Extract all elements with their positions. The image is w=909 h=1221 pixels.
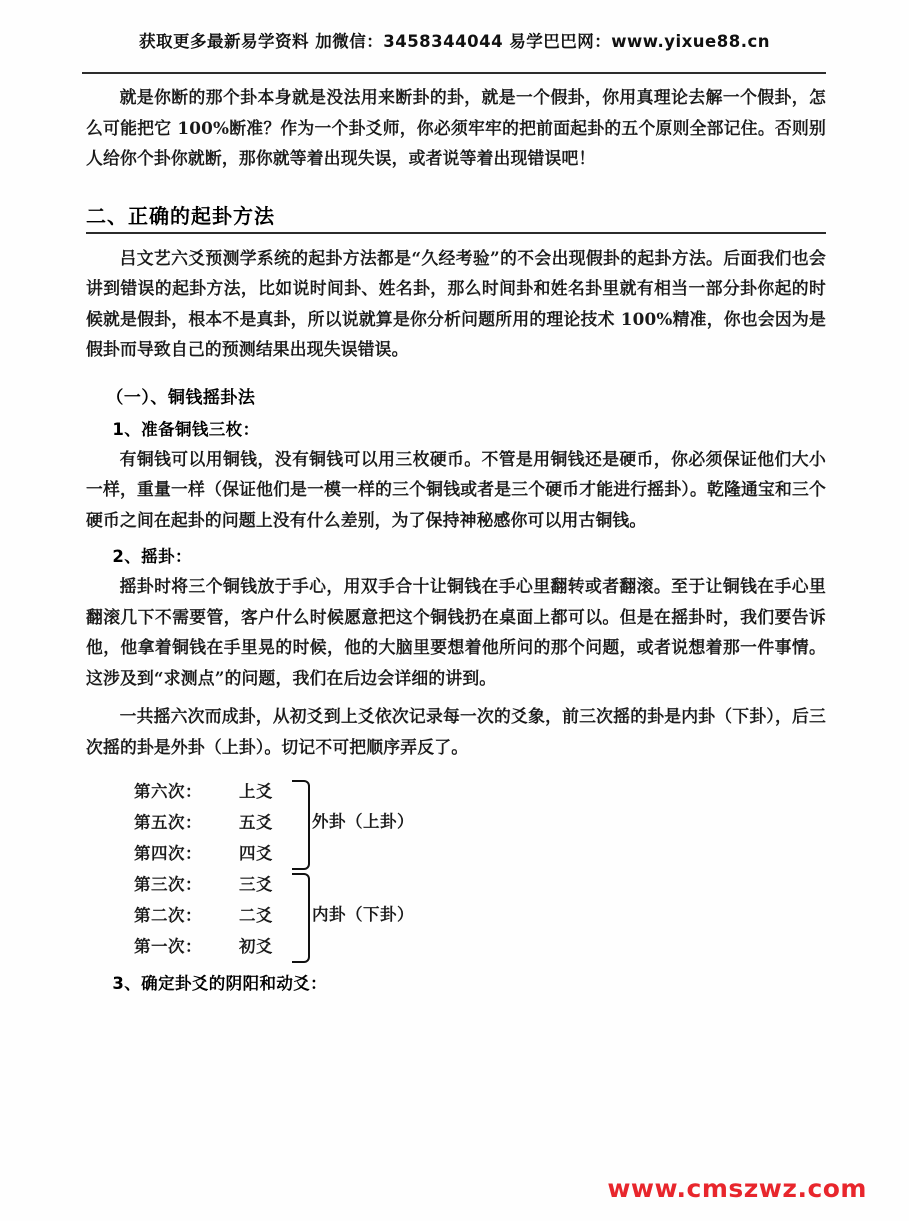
yao-row-label: 第五次： — [134, 813, 202, 832]
outer-trigram-label: 外卦（上卦） — [312, 812, 414, 831]
yao-row-label: 第一次： — [134, 937, 202, 956]
yao-row — [134, 838, 826, 869]
inner-trigram-label: 内卦（下卦） — [312, 905, 414, 924]
spacer — [86, 235, 826, 243]
intro-paragraph: 就是你断的那个卦本身就是没法用来断卦的卦，就是一个假卦，你用真理论去解一个假卦，怎么可能把它 100%断准？作为一个卦爻师，你必须牢牢的把前面起卦的五个原则全部记住。否则别人给你个卦你就断，那你就等着出现失误，或者说等着出现错误吧！ — [86, 87, 826, 168]
yao-row-value: 上爻 — [239, 782, 273, 801]
step3-heading: 3、确定卦爻的阴阳和动爻： — [112, 974, 328, 993]
outer-trigram-brace — [292, 780, 310, 870]
yao-row-label: 第四次： — [134, 844, 202, 863]
inner-trigram-brace — [292, 873, 310, 963]
yao-row-value: 二爻 — [239, 906, 273, 925]
section-heading-underline — [86, 232, 826, 234]
yao-row — [134, 900, 826, 931]
document-content — [86, 82, 826, 996]
step2-paragraph-2: 一共摇六次而成卦，从初爻到上爻依次记录每一次的爻象，前三次摇的卦是内卦（下卦），后三次摇的卦是外卦（上卦）。切记不可把顺序弄反了。 — [86, 706, 826, 757]
section-heading — [86, 200, 826, 229]
footer-watermark-url: www.cmszwz.com — [607, 1174, 867, 1203]
spacer — [86, 693, 826, 701]
yao-row-value: 四爻 — [239, 844, 273, 863]
page-header-note: 获取更多最新易学资料 加微信：3458344044 易学巴巴网：www.yixue88.cn — [139, 32, 770, 51]
step1-heading: 1、准备铜钱三枚： — [112, 419, 260, 439]
step1-paragraph: 有铜钱可以用铜钱，没有铜钱可以用三枚硬币。不管是用铜钱还是硬币，你必须保证他们大小一样，重量一样（保证他们是一模一样的三个铜钱或者是三个硬币才能进行摇卦）。乾隆通宝和三个硬币之间在起卦的问题上没有什么差别，为了保持神秘感你可以用古铜钱。 — [86, 448, 826, 530]
yao-row-label: 第二次： — [134, 906, 202, 925]
step2-paragraph-1: 摇卦时将三个铜钱放于手心，用双手合十让铜钱在手心里翻转或者翻滚。至于让铜钱在手心里翻滚几下不需要管，客户什么时候愿意把这个铜钱扔在桌面上都可以。但是在摇卦时，我们要告诉他，他拿着铜钱在手里晃的时候，他的大脑里要想着他所问的那个问题，或者说想着那一件事情。这涉及到“求测点”的问题，我们在后边会详细的讲到。 — [86, 576, 826, 688]
section-heading-text: 二、正确的起卦方法 — [86, 203, 275, 228]
yao-row-label: 第六次： — [134, 782, 202, 801]
yao-row — [134, 931, 826, 962]
step2-heading: 2、摇卦： — [112, 547, 192, 566]
yao-row-value: 五爻 — [239, 813, 273, 832]
yao-row — [134, 869, 826, 900]
yao-row — [134, 776, 826, 807]
section-paragraph: 吕文艺六爻预测学系统的起卦方法都是“久经考验”的不会出现假卦的起卦方法。后面我们也会讲到错误的起卦方法，比如说时间卦、姓名卦，那么时间卦和姓名卦里就有相当一部分卦你起的时候就是假卦，根本不是真卦，所以说就算是你分析问题所用的理论技术 100%精准，你也会因为是假卦而导致自己的预测结果出现失误错误。 — [86, 247, 826, 359]
yao-row-value: 初爻 — [239, 937, 273, 956]
subsection-heading: （一）、铜钱摇卦法 — [106, 387, 256, 408]
yao-row-value: 三爻 — [239, 875, 273, 894]
yao-row — [134, 807, 826, 838]
yao-order-diagram — [86, 776, 826, 962]
header-divider — [82, 72, 826, 74]
yao-row-label: 第三次： — [134, 875, 202, 894]
